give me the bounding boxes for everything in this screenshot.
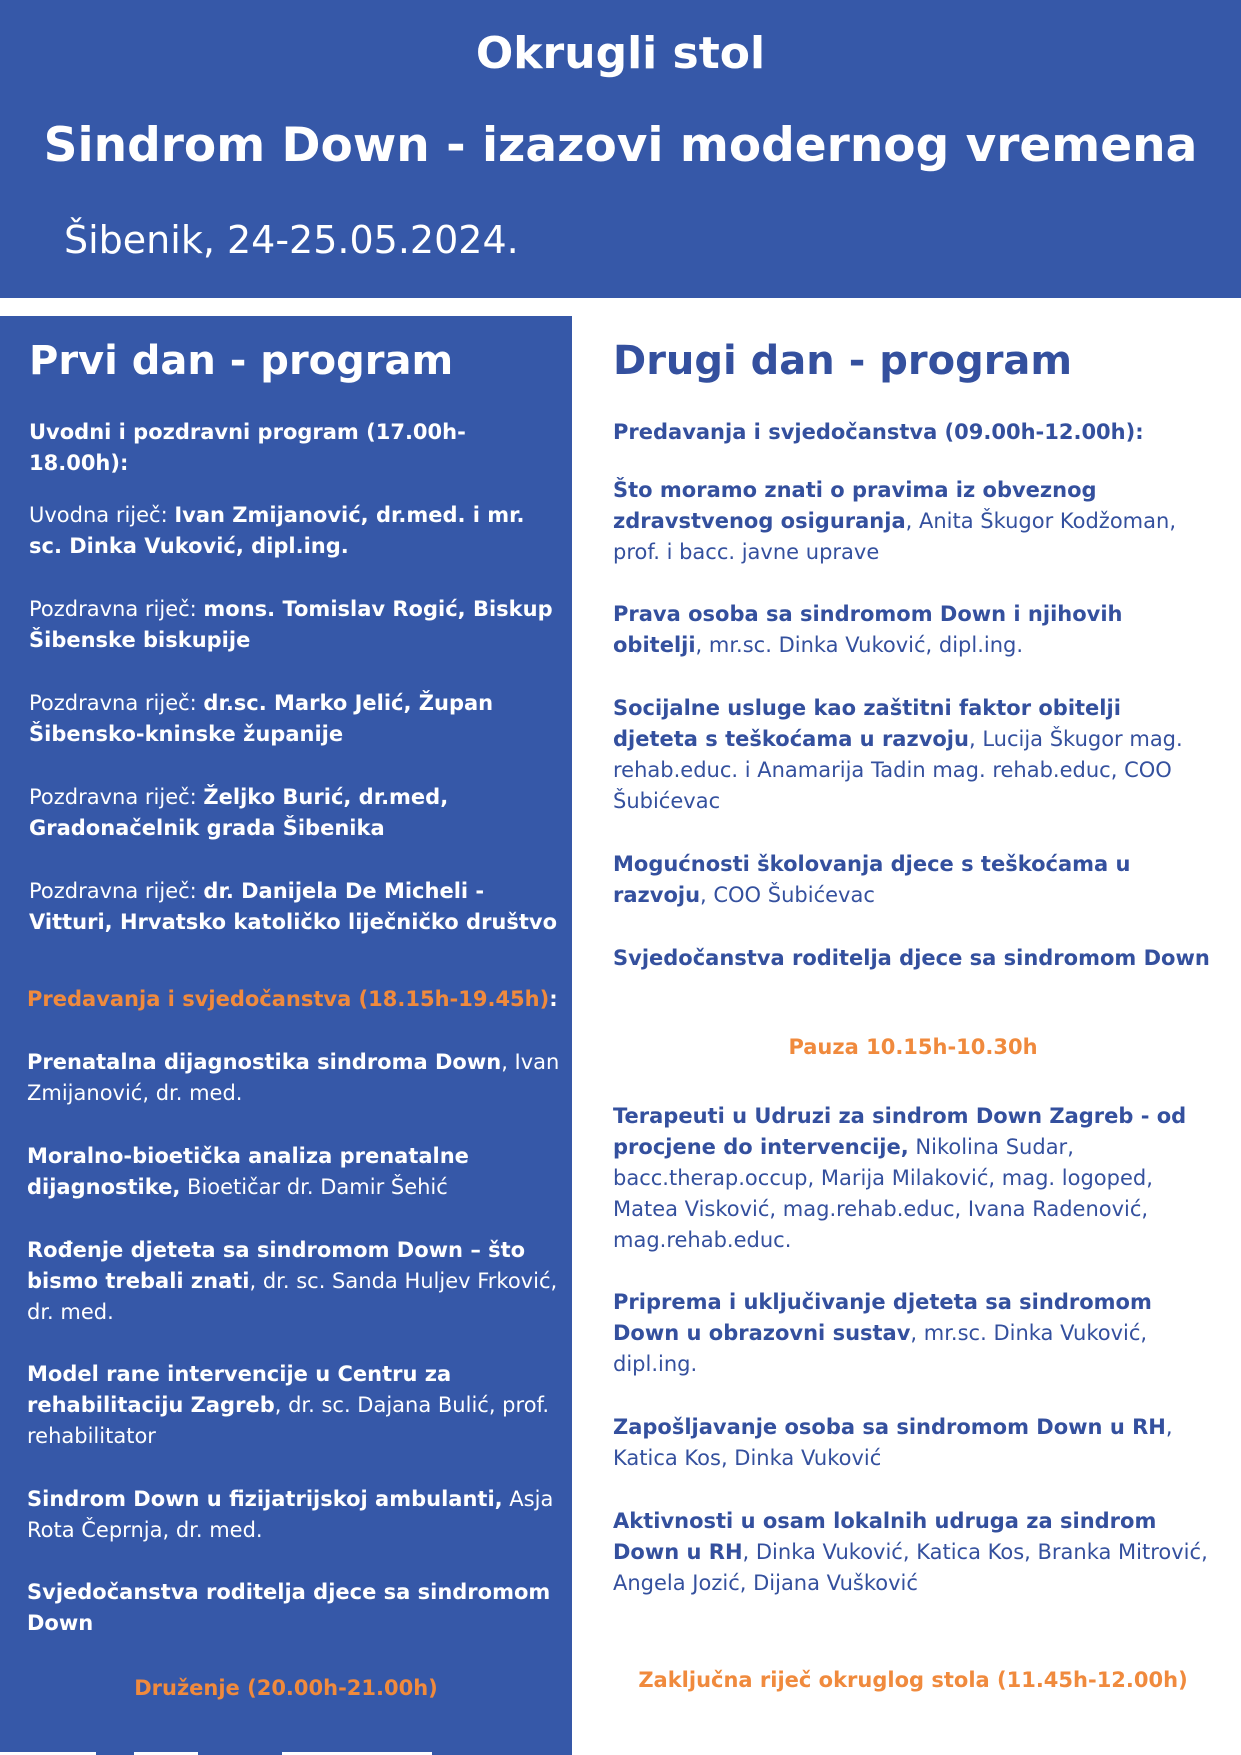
- lecture-item: Što moramo znati o pravima iz obveznog zdravstvenog osiguranja, Anita Škugor Kodžoman, prof. i bacc. javne uprave: [613, 478, 1176, 564]
- lecture-item: Terapeuti u Udruzi za sindrom Down Zagreb - od procjene do intervencije, Nikolina Sudar, bacc.therap.occup, Marija Milaković, mag. logoped, Matea Visković, mag.rehab.educ, Ivana Radenović, mag.rehab.educ.: [613, 1104, 1187, 1252]
- day1-section2-heading: Predavanja i svjedočanstva (18.15h-19.45h):: [27, 987, 558, 1011]
- greeting-item: Uvodna riječ: Ivan Zmijanović, dr.med. i mr. sc. Dinka Vuković, dipl.ing.: [29, 503, 525, 558]
- lecture-item: Mogućnosti školovanja djece s teškoćama u razvoju, COO Šubićevac: [613, 852, 1131, 907]
- lecture-item: Svjedočanstva roditelja djece sa sindromom Down: [27, 1580, 551, 1635]
- day1-social: Druženje (20.00h-21.00h): [134, 1676, 438, 1700]
- greeting-item: Pozdravna riječ: mons. Tomislav Rogić, Biskup Šibenske biskupije: [29, 597, 553, 652]
- pause-label: Pauza 10.15h-10.30h: [788, 1035, 1038, 1059]
- event-title: Okrugli stol: [475, 28, 766, 79]
- lecture-item: Prava osoba sa sindromom Down i njihovih obitelji, mr.sc. Dinka Vuković, dipl.ing.: [613, 602, 1123, 657]
- day1-panel: [0, 316, 572, 1755]
- day1-title: Prvi dan - program: [29, 338, 454, 384]
- lecture-item: Model rane intervencije u Centru za rehabilitaciju Zagreb, dr. sc. Dajana Bulić, prof. rehabilitator: [27, 1362, 550, 1448]
- greeting-item: Pozdravna riječ: dr.sc. Marko Jelić, Župan Šibensko-kninske županije: [29, 691, 494, 746]
- lecture-item: Priprema i uključivanje djeteta sa sindromom Down u obrazovni sustav, mr.sc. Dinka Vuković, dipl.ing.: [613, 1290, 1152, 1376]
- lecture-item: Zapošljavanje osoba sa sindromom Down u RH, Katica Kos, Dinka Vuković: [613, 1415, 1173, 1470]
- lecture-item: Svjedočanstva roditelja djece sa sindromom Down: [613, 946, 1210, 970]
- lecture-item: Moralno-bioetička analiza prenatalne dijagnostike, Bioetičar dr. Damir Šehić: [27, 1144, 469, 1199]
- greeting-item: Pozdravna riječ: Željko Burić, dr.med, Gradonačelnik grada Šibenika: [29, 785, 449, 840]
- event-date-place: Šibenik, 24-25.05.2024.: [64, 218, 519, 262]
- lecture-item: Sindrom Down u fizijatrijskoj ambulanti, Asja Rota Čeprnja, dr. med.: [27, 1487, 554, 1542]
- event-subtitle: Sindrom Down - izazovi modernog vremena: [43, 118, 1198, 173]
- day2-section1-heading: Predavanja i svjedočanstva (09.00h-12.00h):: [613, 420, 1144, 444]
- lecture-item: Prenatalna dijagnostika sindroma Down, Ivan Zmijanović, dr. med.: [27, 1050, 560, 1105]
- day2-title: Drugi dan - program: [613, 338, 1073, 384]
- lecture-item: Socijalne usluge kao zaštitni faktor obitelji djeteta s teškoćama u razvoju, Lucija Škugor mag. rehab.educ. i Anamarija Tadin mag. rehab.educ, COO Šubićevac: [613, 696, 1183, 813]
- day1-section1-heading: Uvodni i pozdravni program (17.00h- 18.00h):: [29, 420, 466, 475]
- lecture-item: Rođenje djeteta sa sindromom Down – što bismo trebali znati, dr. sc. Sanda Huljev Frković, dr. med.: [27, 1238, 558, 1324]
- header-banner: [0, 0, 1241, 298]
- closing-label: Zaključna riječ okruglog stola (11.45h-12.00h): [638, 1668, 1188, 1692]
- lecture-item: Aktivnosti u osam lokalnih udruga za sindrom Down u RH, Dinka Vuković, Katica Kos, Branka Mitrović, Angela Jozić, Dijana Vušković: [613, 1509, 1208, 1595]
- greeting-item: Pozdravna riječ: dr. Danijela De Micheli - Vitturi, Hrvatsko katoličko liječničko društvo: [29, 879, 558, 934]
